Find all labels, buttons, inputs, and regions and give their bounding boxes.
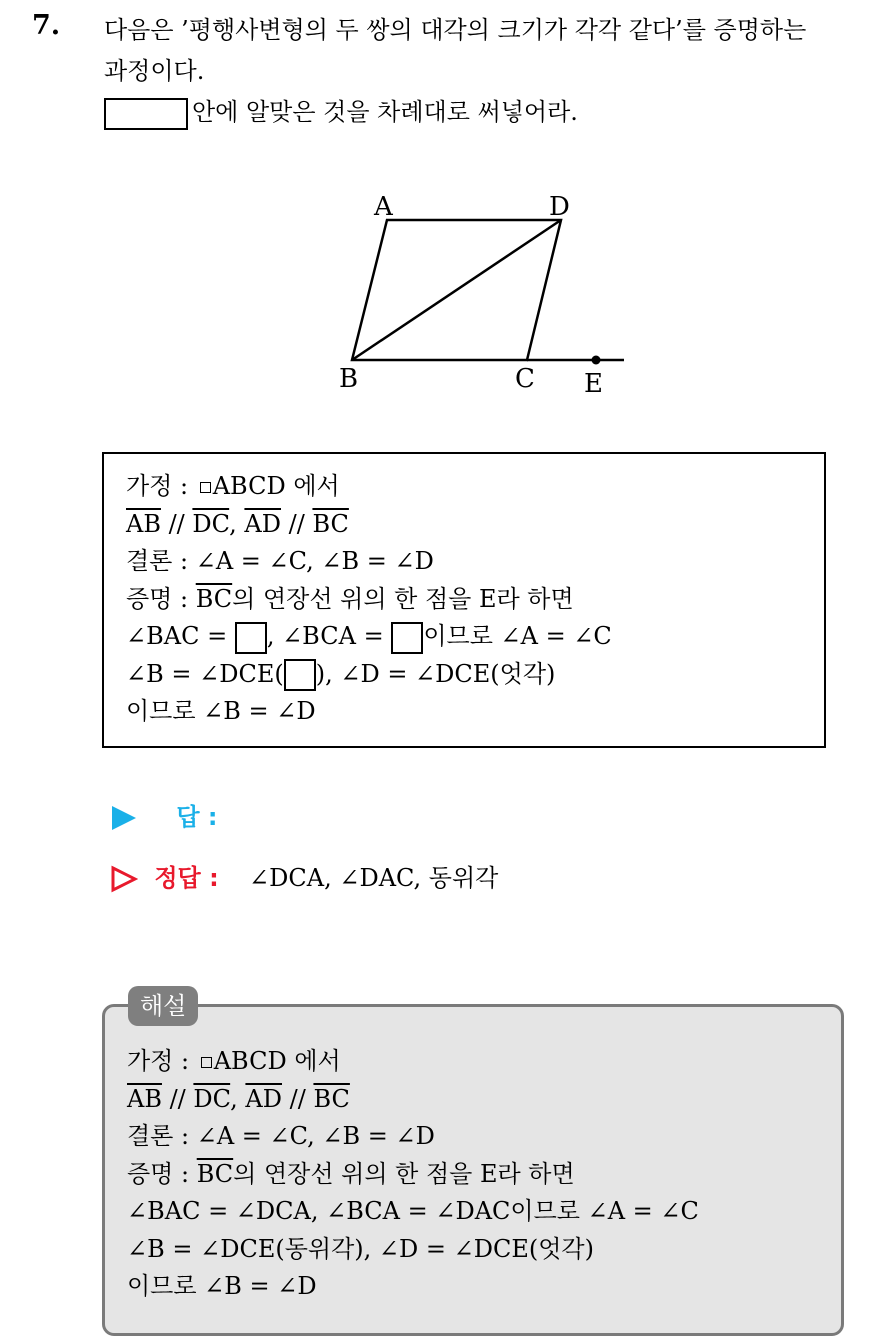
- expl-line-3: 결론 : ∠A = ∠C, ∠B = ∠D: [127, 1122, 435, 1150]
- question-line-3-text: 안에 알맞은 것을 차례대로 써넣어라.: [192, 98, 578, 126]
- answer-row: [110, 797, 218, 832]
- parallelogram-icon: [200, 482, 211, 493]
- point-e-dot: [592, 356, 601, 365]
- explanation-box: [102, 1004, 844, 1336]
- question-number: 7.: [32, 10, 61, 41]
- question-line-2: 과정이다.: [104, 57, 205, 85]
- proof-line-7: 이므로 ∠B = ∠D: [126, 697, 316, 725]
- label-e: E: [584, 369, 603, 399]
- label-d: D: [549, 192, 570, 222]
- expl-line-6: ∠B = ∠DCE(동위각), ∠D = ∠DCE(엇각): [127, 1234, 594, 1263]
- parallel-symbol: //: [161, 1084, 194, 1113]
- answer-blank-3[interactable]: [284, 659, 316, 691]
- proof-l4-rest: 의 연장선 위의 한 점을 E라 하면: [232, 584, 574, 613]
- segment-ab: $\overline{AB}$: [127, 1084, 162, 1113]
- proof-l5-c: 이므로 ∠A = ∠C: [423, 622, 612, 650]
- proof-l5-b: , ∠BCA =: [266, 622, 392, 650]
- answer-blank-1[interactable]: [235, 622, 267, 654]
- answer-blank-2[interactable]: [391, 622, 423, 654]
- play-outline-icon: [110, 865, 138, 893]
- question-text: [104, 10, 874, 133]
- proof-l6-a: ∠B = ∠DCE(: [126, 659, 284, 688]
- expl-l1-text: ABCD 에서: [213, 1047, 341, 1075]
- correct-answer-row: [110, 858, 498, 893]
- expl-line-4: [127, 1156, 841, 1194]
- answer-label: 답 :: [176, 803, 218, 831]
- proof-line-2: [126, 506, 824, 544]
- segment-bc: $\overline{BC}$: [313, 1084, 350, 1113]
- proof-line-5: [126, 618, 824, 656]
- segment-ad: $\overline{AD}$: [245, 1084, 282, 1113]
- proof-line-6: [126, 656, 824, 694]
- segment-ab: $\overline{AB}$: [126, 509, 161, 538]
- expl-l4-rest: 의 연장선 위의 한 점을 E라 하면: [233, 1159, 575, 1188]
- play-icon: [110, 804, 138, 832]
- segment-bc: $\overline{BC}$: [312, 509, 349, 538]
- proof-l5-a: ∠BAC =: [126, 622, 235, 650]
- correct-answer-label: 정답 :: [154, 864, 228, 892]
- separator: ,: [230, 1084, 246, 1113]
- question-line-1: 다음은 ’평행사변형의 두 쌍의 대각의 크기가 각각 같다’를 증명하는: [104, 16, 807, 44]
- proof-line-1: [126, 468, 824, 506]
- proof-l6-b: ), ∠D = ∠DCE(엇각): [315, 659, 556, 688]
- explanation-tag: 해설: [128, 986, 198, 1026]
- expl-line-5: ∠BAC = ∠DCA, ∠BCA = ∠DAC이므로 ∠A = ∠C: [127, 1197, 699, 1225]
- parallelogram-icon: [201, 1057, 212, 1068]
- segment-ad: $\overline{AD}$: [244, 509, 281, 538]
- proof-l1-text: ABCD 에서: [212, 472, 340, 500]
- segment-bc: $\overline{BC}$: [196, 1159, 234, 1188]
- label-c: C: [515, 364, 535, 394]
- label-a: A: [374, 192, 393, 222]
- parallel-symbol: //: [160, 509, 193, 538]
- segment-dc: $\overline{DC}$: [192, 509, 230, 538]
- correct-answer-value: ∠DCA, ∠DAC, 동위각: [249, 864, 499, 892]
- segment-bc: $\overline{BC}$: [195, 584, 233, 613]
- expl-line-2: [127, 1081, 841, 1119]
- blank-box-icon: [104, 98, 188, 130]
- question-line-3: [104, 92, 874, 133]
- parallel-symbol: //: [281, 509, 313, 538]
- expl-line-7: 이므로 ∠B = ∠D: [127, 1272, 317, 1300]
- proof-line-3: 결론 : ∠A = ∠C, ∠B = ∠D: [126, 547, 434, 575]
- proof-l1-label: 가정 :: [126, 472, 196, 500]
- parallelogram-figure: [330, 180, 640, 405]
- diagonal-bd: [352, 220, 561, 360]
- proof-line-4: [126, 581, 824, 619]
- proof-box: [102, 452, 826, 748]
- expl-l1-label: 가정 :: [127, 1047, 197, 1075]
- separator: ,: [229, 509, 245, 538]
- expl-line-1: [127, 1043, 841, 1081]
- expl-l4-label: 증명 :: [127, 1159, 197, 1188]
- parallel-symbol: //: [282, 1084, 314, 1113]
- label-b: B: [339, 364, 359, 394]
- segment-dc: $\overline{DC}$: [193, 1084, 231, 1113]
- proof-l4-label: 증명 :: [126, 584, 196, 613]
